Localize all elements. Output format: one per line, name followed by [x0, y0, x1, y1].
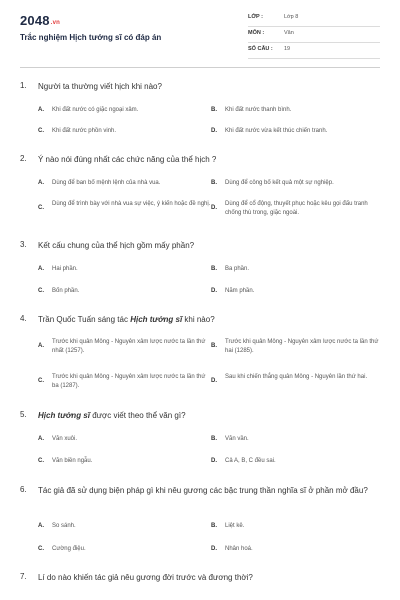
question-number: 1. [20, 81, 27, 90]
option-text: Năm phần. [225, 288, 255, 294]
option-text: Văn biền ngẫu. [52, 458, 93, 464]
option-text: Bốn phần. [52, 288, 80, 294]
question-text: Lí do nào khiến tác giả nêu gương đời trước và đương thời? [38, 573, 253, 582]
question-number: 6. [20, 485, 27, 494]
question-text [38, 314, 378, 325]
meta-value: Lớp 8 [284, 14, 299, 20]
work-title: Hịch tướng sĩ [38, 411, 90, 420]
logo-text: 2048 [20, 13, 50, 28]
question-text-after: được viết theo thể văn gì? [89, 411, 186, 420]
option-label: C. [38, 205, 44, 211]
logo-suffix: .vn [50, 20, 61, 26]
meta-key: LỚP : [248, 14, 263, 20]
option-text: Ba phần. [225, 266, 250, 272]
option-text: Dùng để trình bày với nhà vua sự việc, ý kiến hoặc đề nghị. [52, 201, 211, 207]
option-text: Cường điệu. [52, 546, 86, 552]
option-text: Khi đất nước thanh bình. [225, 107, 292, 113]
question-text: Tác giả đã sử dụng biện pháp gì khi nêu gương các bậc trung thần nghĩa sĩ ở phần mở đầu? [38, 486, 368, 495]
question-text-before: Trần Quốc Tuấn sáng tác [38, 315, 131, 324]
meta-value: Văn [284, 30, 294, 36]
option-label: D. [211, 128, 217, 134]
meta-row-count [248, 43, 380, 59]
option-text: Dùng để cổ động, thuyết phục hoặc kêu gọi đấu tranh chống thù trong, giặc ngoài. [225, 201, 368, 216]
option-text: Dùng để ban bố mệnh lệnh của nhà vua. [52, 180, 161, 186]
option-text: Nhân hoá. [225, 546, 253, 552]
quiz-title: Trắc nghiệm Hịch tướng sĩ có đáp án [20, 33, 162, 42]
option-text: Sau khi chiến thắng quân Mông - Nguyên lần thứ hai. [225, 374, 368, 380]
meta-key: MÔN : [248, 30, 265, 36]
option-label: B. [211, 107, 217, 113]
question-text: Ý nào nói đúng nhất các chức năng của thể hịch ? [38, 155, 217, 164]
question-number: 2. [20, 154, 27, 163]
option-text: Hai phần. [52, 266, 78, 272]
option-label: A. [38, 436, 44, 442]
option-label: B. [211, 180, 217, 186]
site-logo[interactable] [20, 13, 60, 28]
question-number: 7. [20, 572, 27, 581]
question-text [38, 410, 378, 421]
option-text: Khi đất nước vừa kết thúc chiến tranh. [225, 128, 328, 134]
option-text: Khi đất nước phồn vinh. [52, 128, 116, 134]
question-number: 4. [20, 314, 27, 323]
question-number: 3. [20, 240, 27, 249]
work-title: Hịch tướng sĩ [130, 315, 183, 324]
meta-value: 19 [284, 46, 291, 52]
option-text: Cả A, B, C đều sai. [225, 458, 276, 464]
option-label: C. [38, 546, 44, 552]
meta-row-class [248, 11, 380, 27]
option-label: B. [211, 266, 217, 272]
option-text: Liệt kê. [225, 523, 245, 529]
option-text: Khi đất nước có giặc ngoại xâm. [52, 107, 139, 113]
option-label: A. [38, 343, 44, 349]
option-text: Trước khi quân Mông - Nguyên xâm lược nước ta lần thứ hai (1285). [225, 339, 379, 354]
option-label: B. [211, 343, 217, 349]
question-text: Kết cấu chung của thể hịch gồm mấy phần? [38, 241, 195, 250]
option-label: A. [38, 266, 44, 272]
option-label: B. [211, 436, 217, 442]
option-label: D. [211, 288, 217, 294]
question-text: Người ta thường viết hịch khi nào? [38, 82, 162, 91]
header-divider [20, 67, 380, 68]
option-label: C. [38, 128, 44, 134]
option-text: Trước khi quân Mông - Nguyên xâm lược nước ta lần thứ ba (1287). [52, 374, 206, 389]
option-label: D. [211, 378, 217, 384]
option-label: D. [211, 546, 217, 552]
question-text-after: khi nào? [182, 315, 215, 324]
option-label: A. [38, 107, 44, 113]
option-label: A. [38, 523, 44, 529]
option-label: B. [211, 523, 217, 529]
option-label: C. [38, 288, 44, 294]
option-text: Dùng để công bố kết quả một sự nghiệp. [225, 180, 334, 186]
quiz-meta [248, 11, 380, 59]
page-header [0, 0, 400, 66]
meta-key: SỐ CÂU : [248, 46, 273, 52]
option-text: Văn vần. [225, 436, 249, 442]
option-text: Trước khi quân Mông - Nguyên xâm lược nước ta lần thứ nhất (1257). [52, 339, 206, 354]
option-label: C. [38, 458, 44, 464]
meta-row-subject [248, 27, 380, 43]
option-label: A. [38, 180, 44, 186]
option-label: D. [211, 205, 217, 211]
option-label: C. [38, 378, 44, 384]
option-text: Văn xuôi. [52, 436, 78, 442]
option-label: D. [211, 458, 217, 464]
question-number: 5. [20, 410, 27, 419]
option-text: So sánh. [52, 523, 76, 529]
